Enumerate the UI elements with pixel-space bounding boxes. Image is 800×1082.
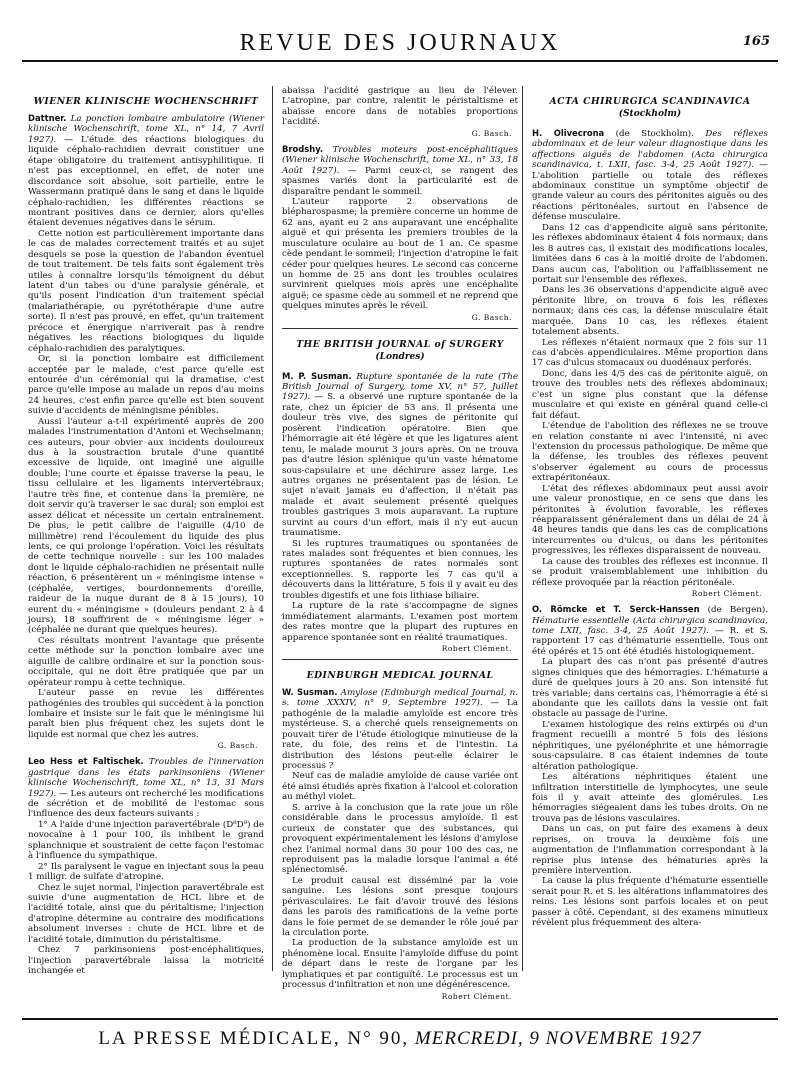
article-author: H. Olivecrona <box>532 127 605 138</box>
article-reference: (Edinburgh medical Journal, n. s. tome XXXIV, n° 9, Septembre 1927). — <box>282 687 519 709</box>
article-paragraph: La cause la plus fréquente d'hématurie essentielle serait pour R. et S. les altérations inflammatoires des reins. Les lésions sont parfois locales et on peut passer à côté. Cependant, si des examens minutieux révèlent plus fréquemment des altera- <box>532 876 768 929</box>
article-title: Rupture spontanée de la rate <box>356 371 494 382</box>
article-paragraph: Or, si la ponction lombaire est difficilement acceptée par le malade, c'est parce qu'elle est entourée d'un cérémonial qui la dramatise, c'est parce qu'elle impose au malade un repos d'au moins 24 heures, c'est enfin parce qu'elle est bien souvent suivie d'accidents de méningisme pénibles. <box>28 354 264 417</box>
article-signature: Robert Clément. <box>441 991 512 1001</box>
article-paragraph: Les altérations néphritiques étaient une infiltration interstitielle de lymphocytes, une seule fois il y avait atteinte des glomérules. Les hémorragies siégeaient dans les tubes droits. On ne trouva pas de lésions vasculaires. <box>532 772 768 824</box>
article-paragraph: Neuf cas de maladie amyloïde de cause variée ont été ainsi étudiés après fixation à l'alcool et coloration au méthyl violet. <box>282 771 518 803</box>
article-paragraph: La cause des troubles des réflexes est inconnue. Il se produit vraisemblablement une inhibition du réflexe provoquée par la réaction péritonéale. <box>532 556 768 588</box>
section-separator <box>282 659 518 660</box>
article-title: Des réflexes abdominaux et de leur valeur diagnostique dans les affections aiguës de l'abdomen <box>532 128 769 160</box>
article-title: Hématurie essentielle <box>532 615 630 626</box>
article-reference: (Wiener klinische Wochenschrift, tome XL, n° 33, 18 Août 1927). — <box>282 155 518 176</box>
article-abdominal-reflexes <box>532 128 768 598</box>
article-paragraph: L'étendue de l'abolition des réflexes ne se trouve en relation constante ni avec l'intensité, ni avec l'extension du processus pathologique. De même que la défense, les troubles des réflexes peuvent s'observer également au cours de processus extrapéritonéaux. <box>532 421 768 484</box>
article-text: L'étude des réactions biologiques du liquide céphalo-rachidien devrait constituer une étape obligatoire du traitement antisyphilitique. Il n'est pas exceptionnel, en effet, de noter une discordance soit absolue, soit partielle, entre le Wassermann pratiqué dans le sang et dans le liquide céphalo-rachidien, les différentes réactions se montrant positives dans ce dernier, alors qu'elles étaient devenues négatives dans le sérum. <box>28 134 264 229</box>
page-footer <box>22 1028 778 1050</box>
column-3 <box>532 86 768 971</box>
article-continuation: abaissa l'acidité gastrique au lieu de l'élever. L'atropine, par contre, ralentit le péristaltisme et abaisse encore dans de notables proportions l'acidité. <box>282 86 518 128</box>
article-reference: (Wiener klinische Wochenschrift, tome XL, n° 14, 7 Avril 1927). — <box>28 114 265 145</box>
article-paragraph: Le produit causal est disséminé par la voie sanguine. Les lésions sont presque toujours périvasculaires. Le fait d'avoir trouvé des lésions dans les parois des ramifications de la veine porte dans le foie permet de se demander le rôle joué par la circulation porte. <box>282 875 518 939</box>
article-author-origin: (de Stockholm). <box>615 128 694 139</box>
header-rule <box>22 60 778 62</box>
article-author: W. Susman. <box>282 686 338 697</box>
article-signature: G. Basch. <box>471 312 512 322</box>
columns <box>28 86 772 1001</box>
article-signature: Robert Clément. <box>691 589 762 599</box>
article-reference: (Acta chirurgica scandinavica, tome LXII, fasc. 3-4, 25 Août 1927). — <box>532 615 768 636</box>
article-signature: G. Basch. <box>217 741 258 751</box>
article-paragraph: Dans 12 cas d'appendicite aiguë sans péritonite, les réflexes abdominaux étaient 4 fois normaux; dans les 8 autres cas, il existait des modifications locales, limitées dans 6 cas à la moitié droite de l'abdomen. Dans aucun cas, l'abolition ou l'affaiblissement ne portait sur l'ensemble des réflexes. <box>532 222 768 285</box>
article-paragraph: Cette notion est particulièrement importante dans le cas de malades correctement traités et au sujet desquels se pose la question de l'abandon éventuel de tout traitement. De tels faits sont également très utiles à connaître lorsqu'ils témoignent du début latent d'un tabes ou d'une paralysie générale, et qu'ils posent l'indication d'un traitement spécial (malariathérapie, ou pyrétothérapie d'une autre sorte). Il n'est pas prouvé, en effet, qu'un traitement précoce et énergique n'arriverait pas à rendre négatives les réactions biologiques du liquide céphalo-rachidien des paralytiques. <box>28 228 264 354</box>
article-amylose <box>282 687 518 1001</box>
article-text: L'abolition partielle ou totale des réflexes abdominaux constitue un symptôme objectif de grande valeur au cours des péritonites aiguës ou des réactions péritonéales, surtout en l'absence de défense musculaire. <box>532 170 768 223</box>
article-postencephalitic <box>282 144 518 322</box>
journal-heading: WIENER KLINISCHE WOCHENSCHRIFT <box>33 96 259 107</box>
page-number: 165 <box>742 34 770 49</box>
article-reference: (The British Journal of Surgery, tome XV, n° 57, Juillet 1927). — <box>282 371 518 403</box>
article-paragraph: La rupture de la rate s'accompagne de signes immédiatement alarmants. L'examen post mortem des rates montre que la plupart des ruptures en apparence spontanée sont en réalité traumatiques. <box>282 601 518 643</box>
article-paragraph: L'auteur rapporte 2 observations de blépharospasme; la première concerne un homme de 62 ans, ayant eu 2 ans auparavant une encéphalite aiguë et qui présenta les premiers troubles de la musculature oculaire au bout de 1 an. Ce spasme cède pendant le sommeil; l'injection d'atropine le fait céder pour quelques heures. Le second cas concerne un homme de 25 ans dont les troubles oculaires survinrent quelques mois après une encéphalite aiguë; ce spasme cède au sommeil et ne reprend que quelques minutes après le réveil. <box>282 196 518 312</box>
article-paragraph: 1° A l'aide d'une injection paravertébrale (D⁸D⁹) de novocaïne à 1 pour 100, ils inhibent le grand splanchnique et soustraient de cette façon l'estomac à l'influence du sympathique. <box>28 819 264 862</box>
article-gastric-innervation <box>28 756 264 976</box>
article-signature: G. Basch. <box>471 128 512 138</box>
article-paragraph: Chez le sujet normal, l'injection paravertébrale est suivie d'une augmentation de HCL libre et de l'acidité totale, ainsi que du péritaltisme; l'injection d'atropine détermine au contraire des modifications absolument inverses : chute de HCL libre et de l'acidité totale, diminution du péristaltisme. <box>28 882 264 945</box>
article-text: S. a observé une rupture spontanée de la rate, chez un épicier de 53 ans. Il présenta une douleur très vive, des signes de péritonite qui posèrent l'indication opératoire. Bien que l'hémorragie ait été légère et que les ligatures aient tenu, le malade mourut 3 jours après. On ne trouva pas d'autre lésion splénique qu'un vaste hématome sous-capsulaire et une déchirure assez large. Les autres organes ne présentaient pas de lésion. Le sujet n'avait jamais eu d'affection, il n'était pas malade et avait seulement présenté quelques troubles gastriques 3 mois auparavant. La rupture survint au cours d'un effort, mais il n'y eut aucun traumatisme. <box>282 392 518 539</box>
article-author-origin: (de Bergen). <box>707 605 768 616</box>
article-text: Parmi ceux-ci, se rangent des spasmes variés dont la particularité est de disparaître pendant le sommeil. <box>282 165 519 197</box>
article-spleen-rupture <box>282 371 518 653</box>
article-author: Leo Hess et Faltischek. <box>28 756 144 767</box>
page-header <box>22 30 778 54</box>
article-paragraph: Dans un cas, on put faire des examens à deux reprises, on trouva la deuxième fois une augmentation de l'inflammation correspondant à la reprise plus intense des hématuries après la première intervention. <box>532 824 768 877</box>
article-reference: (Acta chirurgica scandinavica, t. LXII, fasc. 3-4, 25 Août 1927). — <box>532 149 768 171</box>
article-paragraph: Chez 7 parkinsoniens post-encéphalitiques, l'injection paravertébrale laissa la motricité inchangée et <box>28 945 264 977</box>
article-paragraph: La plupart des cas n'ont pas présenté d'autres signes cliniques que des hémorragies. L'hématurie a duré de quelques jours à 20 ans. Son intensité fut très variable; dans certains cas, l'hémorragie a été si abondante que les caillots dans la vessie ont fait obstacle au passage de l'urine. <box>532 657 768 720</box>
article-paragraph: L'examen histologique des reins extirpés ou d'un fragment recueilli a montré 5 fois des lésions néphritiques, une pyélonéphrite et une hémorragie sous-capsulaire. 8 cas étaient indemnes de toute altération pathologique. <box>532 719 768 772</box>
article-paragraph: S. arrive à la conclusion que la rate joue un rôle considérable dans le processus amyloïde. Il est curieux de constater que des substances, qui provoquent expérimentalement les lésions d'amylose chez l'animal normal dans 30 pour 100 des cas, ne reproduisent pas la maladie lorsque l'animal a été splénectomisé. <box>282 802 518 876</box>
article-text: Les auteurs ont recherché les modifications de sécrétion et de mobilité de l'estomac sous l'influence des deux facteurs suivants : <box>28 788 264 820</box>
article-paragraph: Les réflexes n'étaient normaux que 2 fois sur 11 cas d'abcès appendiculaires. Même proportion dans 17 cas d'ulcus stomacaux ou duodénaux perforés. <box>532 337 768 369</box>
article-paragraph: Dans les 36 observations d'appendicite aiguë avec péritonite libre, on trouva 6 fois les réflexes normaux; dans ces cas, la défense musculaire était marquée. Dans 10 cas, les réflexes étaient totalement absents. <box>532 285 768 338</box>
article-paragraph: La production de la substance amyloïde est un phénomène local. Ensuite l'amyloïde diffuse du point de départ dans le reste de l'organe par les lymphatiques et par contiguïté. Le processus est un processus d'infiltration et non une dégénérescence. <box>282 938 518 991</box>
article-title: La ponction lombaire ambulatoire <box>70 114 225 125</box>
article-lumbar-puncture <box>28 113 264 750</box>
article-text: La pathogénie de la maladie amyloïde est encore très mystérieuse. S. a cherché quels renseignements on pouvait tirer de l'étude étiologique minutieuse de la rate, du foie, des reins et de l'intestin. La distribution des lésions peut-elle éclairer le processus ? <box>282 698 518 772</box>
article-paragraph: Si les ruptures traumatiques ou spontanées de rates malades sont fréquentes et bien connues, les ruptures spontanées de rates normales sont exceptionnelles. S. rapporte les 7 cas qu'il a découverts dans la littérature, 5 fois il y avait eu des troubles digestifs et une fois lithiase biliaire. <box>282 538 518 601</box>
publication-name: LA PRESSE MÉDICALE, N° 90, <box>98 1028 410 1049</box>
column-1 <box>28 86 265 977</box>
running-title: REVUE DES JOURNAUX <box>239 30 561 56</box>
article-paragraph: L'état des réflexes abdominaux peut aussi avoir une valeur pronostique, en ce sens que dans les péritonites à évolution favorable, les réflexes réapparaissent généralement dans un délai de 24 à 48 heures tandis que dans les cas de complications intercurrentes ou d'ulcus, ou dans les péritonites progressives, les réflexes disparaissent de nouveau. <box>532 483 768 557</box>
column-2 <box>282 86 519 1001</box>
journal-heading: EDINBURGH MEDICAL JOURNAL <box>306 669 494 681</box>
article-paragraph: Ces résultats montrent l'avantage que présente cette méthode sur la ponction lombaire avec une aiguille de calibre ordinaire et sur la ponction sous-occipitale, qui ne doit être pratiquée que par un opérateur rompu à cette technique. <box>28 635 264 688</box>
article-signature: Robert Clément. <box>441 643 512 653</box>
article-text: R. et S. rapportent 17 cas d'hématurie essentielle. Tous ont été opérés et 15 ont été étudiés histologiquement. <box>532 625 768 657</box>
article-author: M. P. Susman. <box>282 370 352 381</box>
article-paragraph: Donc, dans les 4/5 des cas de péritonite aiguë, on trouve des troubles nets des réflexes abdominaux; c'est un signe plus constant que la défense musculaire et qui existe en général quand celle-ci fait défaut. <box>532 368 768 421</box>
article-hematuria <box>532 604 768 929</box>
article-paragraph: 2° Ils paralysent le vague en injectant sous la peau 1 milligr. de sulfate d'atropine. <box>28 861 264 883</box>
article-author: Brodshy. <box>282 143 324 154</box>
publication-date: MERCREDI, 9 NOVEMBRE 1927 <box>414 1028 702 1049</box>
journal-heading: THE BRITISH JOURNAL of SURGERY <box>296 338 504 350</box>
article-paragraph: Aussi l'auteur a-t-il expérimenté auprès de 200 malades l'instrumentation d'Antoni et Wechselmann; ces auteurs, pour obvier aux incidents douloureux dus à la soustraction brutale d'une quantité excessive de liquide, ont imaginé une aiguille double; l'une courte et épaisse traverse la peau, le tissu cellulaire et les ligaments intervertébraux; l'autre très fine, et contenue dans la première, ne doit servir qu'à traverser le sac dural; son emploi est assez délicat et nécessite un certain entraînement. De plus, le petit calibre de l'aiguille (4/10 de millimètre) rend l'écoulement du liquide des plus lents, ce qui prolonge l'opération. Voici les résultats de cette technique nouvelle : sur les 100 malades dont le liquide céphalo-rachidien ne présentait nulle réaction, 6 présentèrent un « méningisme intense » (céphalée, vertiges, bourdonnements d'oreille, raideur de la nuque durant de 8 à 15 jours), 10 eurent du « méningisme » (douleurs pendant 2 à 4 jours), 18 souffrirent de « méningisme léger » (céphalée ne durant que quelques heures). <box>28 416 264 636</box>
article-title: Troubles moteurs post-encéphalitiques <box>332 144 518 155</box>
article-title: Amylose <box>340 687 378 698</box>
article-paragraph: L'auteur passe en revue les différentes pathogénies des troubles qui succèdent à la ponction lombaire et insiste sur le fait que le méningisme lui paraît bien plus fréquent chez les sujets dont le liquide est normal que chez les autres. <box>28 688 264 740</box>
footer-rule <box>22 1018 778 1020</box>
article-author: O. Römcke et T. Serck-Hanssen <box>532 604 700 615</box>
journal-city: (Londres) <box>375 351 425 362</box>
section-separator <box>282 328 518 329</box>
journal-city: (Stockholm) <box>618 109 682 120</box>
article-author: Dattner. <box>28 113 67 124</box>
article-title: Troubles de l'innervation gastrique dans les états parkinsoniens <box>28 757 264 778</box>
journal-heading: ACTA CHIRURGICA SCANDINAVICA <box>549 96 751 107</box>
article-reference: (Wiener klinische Wochenschrift, tome XL, n° 13, 31 Mars 1927). — <box>28 767 265 799</box>
